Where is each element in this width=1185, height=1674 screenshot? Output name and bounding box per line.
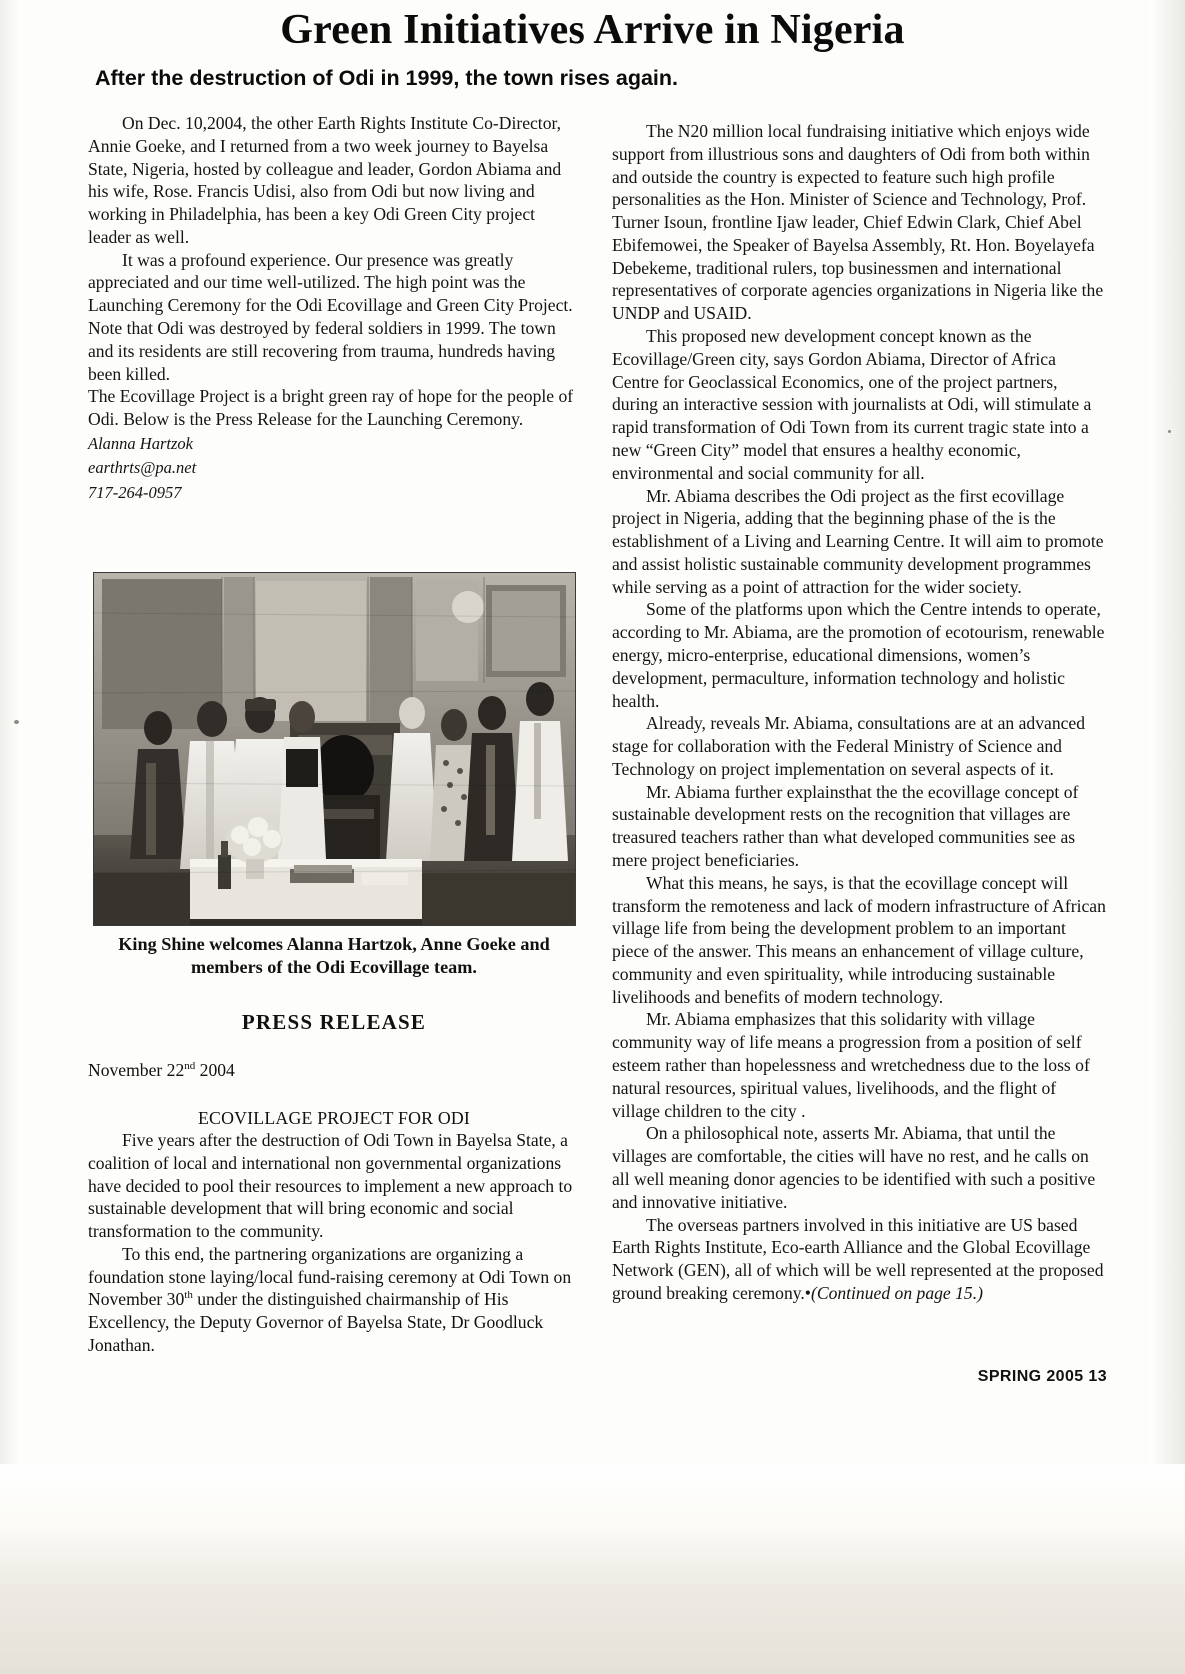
article-subhead: After the destruction of Odi in 1999, the town rises again.: [95, 66, 678, 90]
article-photo: [93, 572, 576, 926]
right-paragraph-5: Already, reveals Mr. Abiama, consultations are at an advanced stage for collaboration with the Federal Ministry of Science and Technology on project implementation on several aspects of it.: [612, 713, 1086, 779]
signature-email: earthrts@pa.net: [88, 458, 197, 478]
right-paragraph-2: This proposed new development concept known as the Ecovillage/Green city, says Gordon Abiama, Director of Africa Centre for Geoclassical Economics, one of the project partners, during an interactive session with journalists at Odi, will stimulate a rapid transformation of Odi Town from its current tragic state into a new “Green City” model that ensures a healthy economic, environmental and social community for all.: [612, 326, 1092, 483]
press-paragraph-2-text: To this end, the partnering organizations are organizing a foundation stone laying/local fund-raising ceremony at Odi Town on November 30: [88, 1243, 572, 1310]
page-footer: SPRING 2005 13: [977, 1368, 1107, 1385]
photo-illustration: [94, 573, 575, 925]
right-paragraph-9: On a philosophical note, asserts Mr. Abiama, that until the villages are comfortable, the cities will have no rest, and he calls on all well meaning donor agencies to be identified with such a positive and innovative initiative.: [612, 1123, 1096, 1212]
press-release-date-suffix: nd: [184, 1060, 196, 1073]
right-paragraph-7: What this means, he says, is that the ecovillage concept will transform the remoteness and lack of modern infrastructure of African village life from being the development problem to an important piece of the answer. This means an enhancement of village culture, community and even spirituality, while introducing sustainable livelihoods and benefits of modern technology.: [612, 872, 1106, 1007]
project-title: ECOVILLAGE PROJECT FOR ODI: [197, 1108, 471, 1128]
press-paragraph-2-rest: under the distinguished chairmanship of His Excellency, the Deputy Governor of Bayelsa State, Dr Goodluck Jonathan.: [88, 1289, 544, 1356]
signature-phone: 717-264-0957: [88, 482, 182, 502]
right-paragraph-10: [612, 1214, 1107, 1305]
press-release-heading: PRESS RELEASE: [241, 1010, 427, 1034]
page-title: Green Initiatives Arrive in Nigeria: [280, 7, 905, 53]
scan-speck: [14, 720, 19, 724]
photo-caption: King Shine welcomes Alanna Hartzok, Anne Goeke and members of the Odi Ecovillage team.: [118, 934, 550, 978]
right-paragraph-10-text: The overseas partners involved in this initiative are US based Earth Rights Institute, Eco-earth Alliance and the Global Ecovillage Network (GEN), all of which will be well represented at the proposed ground breaking ceremony.•: [612, 1214, 1104, 1303]
press-release-body: [88, 1129, 580, 1357]
scan-speck: [1168, 430, 1171, 433]
left-paragraph-2: It was a profound experience. Our presence was greatly appreciated and our time well-utilized. The high point was the Launching Ceremony for the Odi Ecovillage and Green City Project. Note that Odi was destroyed by federal soldiers in 1999. The town and its residents are still recovering from trauma, hundreds having been killed.: [88, 249, 573, 384]
press-release-date-text: November 22: [88, 1060, 185, 1080]
press-paragraph-1: Five years after the destruction of Odi Town in Bayelsa State, a coalition of local and international non governmental organizations have decided to pool their resources to implement a new approach to sustainable development that will bring economic and social transformation to the community.: [88, 1130, 573, 1242]
press-release-date-year: 2004: [195, 1060, 235, 1080]
right-paragraph-6: Mr. Abiama further explainsthat the the ecovillage concept of sustainable development rests on the recognition that villages are treasured teachers rather than what developed communities see as mere project beneficiaries.: [612, 781, 1079, 870]
right-paragraph-1: The N20 million local fundraising initiative which enjoys wide support from illustrious sons and daughters of Odi from both within and outside the country is expected to feature such high profile personalities as the Hon. Minister of Science and Technology, Prof. Turner Isoun, frontline Ijaw leader, Chief Edwin Clark, Chief Abel Ebifemowei, the Speaker of Bayelsa Assembly, Rt. Hon. Boyelayefa Debekeme, traditional rulers, top businessmen and international representatives of corporate agencies organizations in Nigeria like the UNDP and USAID.: [612, 121, 1104, 324]
press-paragraph-2: [88, 1243, 580, 1357]
signature-name: Alanna Hartzok: [88, 433, 193, 453]
left-paragraph-1: On Dec. 10,2004, the other Earth Rights Institute Co-Director, Annie Goeke, and I returned from a two week journey to Bayelsa State, Nigeria, hosted by colleague and leader, Gordon Abiama and his wife, Rose. Francis Udisi, also from Odi but now living and working in Philadelphia, has been a key Odi Green City project leader as well.: [88, 113, 562, 247]
press-release-date: [88, 1060, 580, 1081]
press-paragraph-2-suffix: th: [184, 1289, 193, 1302]
scan-bottom-shadow: [0, 1464, 1185, 1674]
left-paragraph-3: The Ecovillage Project is a bright green ray of hope for the people of Odi. Below is the Press Release for the Launching Ceremony.: [88, 386, 574, 430]
right-paragraph-4: Some of the platforms upon which the Centre intends to operate, according to Mr. Abiama, are the promotion of ecotourism, renewable energy, micro-enterprise, educational dimensions, women’s development, permaculture, information technology and holistic health.: [612, 599, 1105, 711]
continued-note: (Continued on page 15.): [810, 1282, 983, 1303]
left-column: [88, 112, 580, 504]
right-column: [612, 120, 1107, 1305]
right-paragraph-8: Mr. Abiama emphasizes that this solidarity with village community way of life means a progression from a position of self esteem rather than hopelessness and wretchedness due to the loss of natural resources, spiritual values, livelihoods, and the flight of village children to the city .: [612, 1009, 1090, 1121]
right-paragraph-3: Mr. Abiama describes the Odi project as the first ecovillage project in Nigeria, adding that the beginning phase of the is the establishment of a Living and Learning Centre. It will aim to promote and assist holistic sustainable community development programmes while serving as a point of attraction for the wider society.: [612, 485, 1104, 597]
